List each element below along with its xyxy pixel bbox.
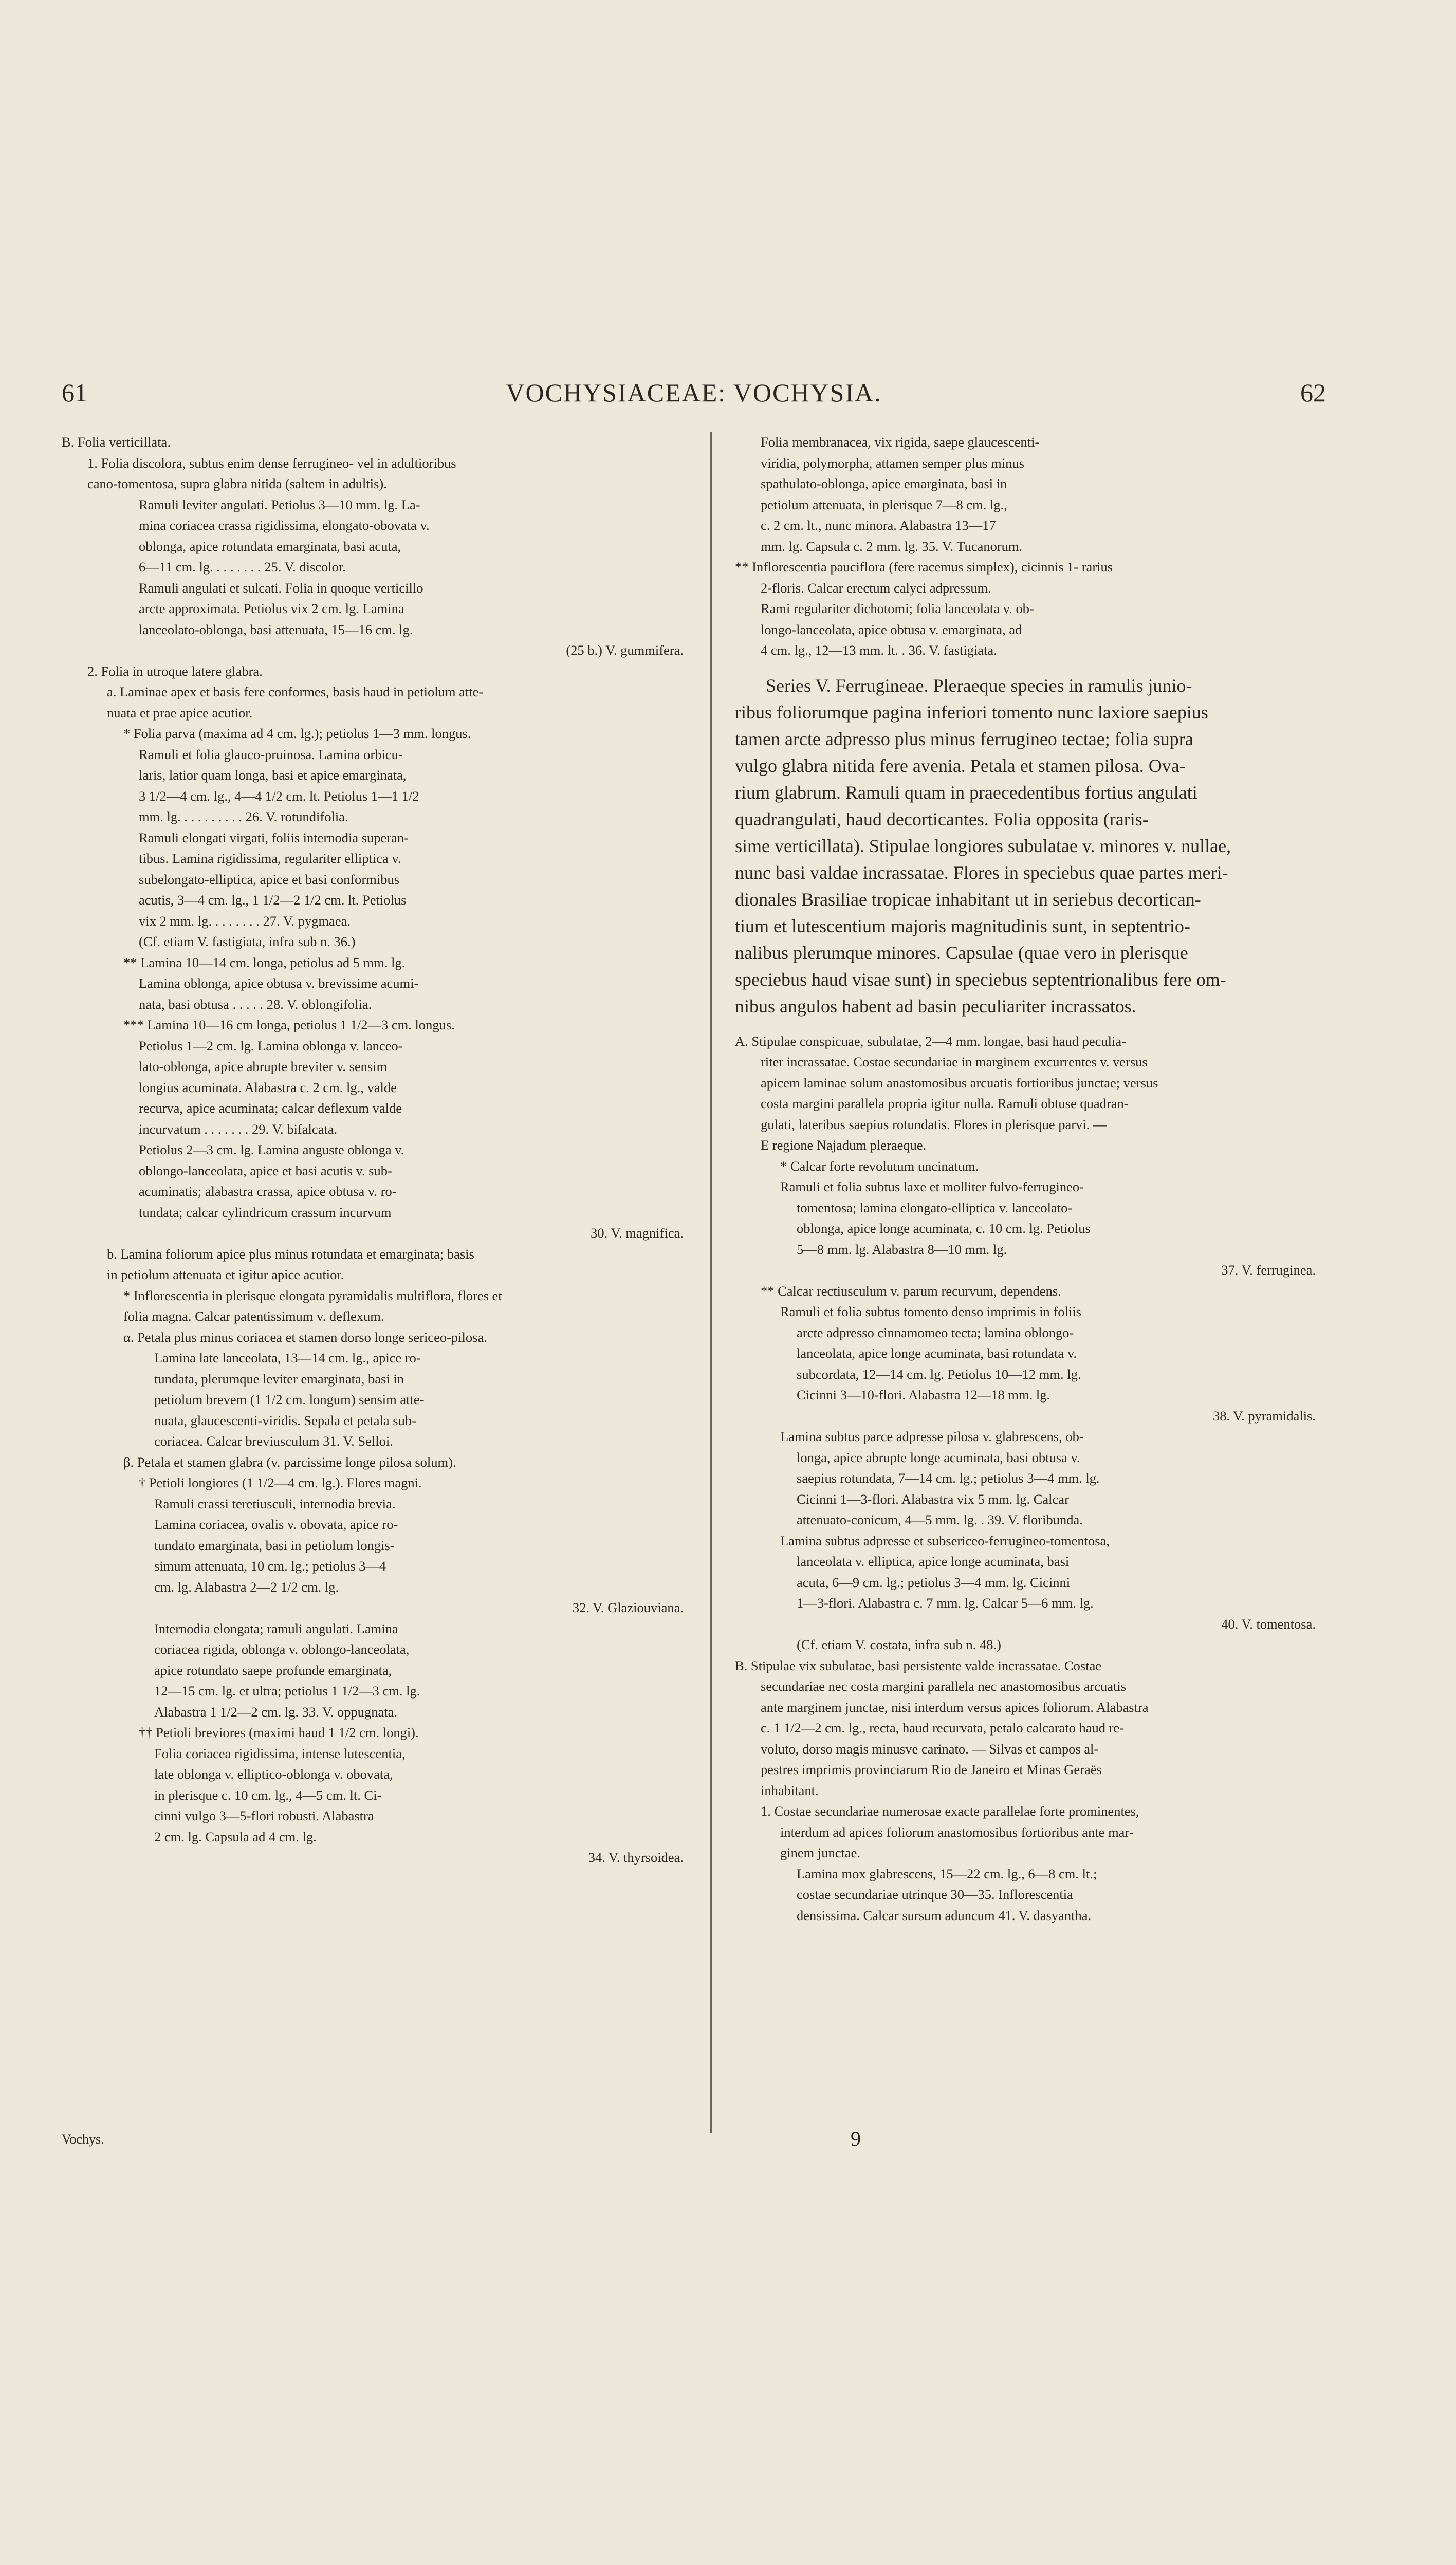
left-lines-line: Ramuli et folia glauco-pruinosa. Lamina orbicu- — [139, 746, 403, 762]
right-bottom-line: ante marginem junctae, nisi interdum versus apices foliorum. Alabastra — [761, 1699, 1149, 1715]
left-lines-line: α. Petala plus minus coriacea et stamen dorso longe sericeo-pilosa. — [123, 1329, 487, 1345]
left-lines-line: (25 b.) V. gummifera. — [566, 642, 684, 658]
series-text-line: speciebus haud visae sunt) in speciebus septentrionalibus fere om- — [735, 969, 1226, 990]
right-bottom-line: attenuato-conicum, 4—5 mm. lg. . 39. V. floribunda. — [797, 1512, 1083, 1527]
right-bottom-line: pestres imprimis provinciarum Rio de Janeiro et Minas Geraës — [761, 1762, 1102, 1777]
column-divider — [710, 432, 712, 2133]
right-bottom-line: interdum ad apices foliorum anastomosibus fortioribus ante mar- — [780, 1824, 1134, 1840]
right-bottom-line: A. Stipulae conspicuae, subulatae, 2—4 mm. longae, basi haud peculia- — [735, 1033, 1126, 1049]
left-lines-line: 3 1/2—4 cm. lg., 4—4 1/2 cm. lt. Petiolus 1—1 1/2 — [139, 788, 419, 804]
left-lines-line: Ramuli angulati et sulcati. Folia in quoque verticillo — [139, 580, 423, 596]
left-lines-line: *** Lamina 10—16 cm longa, petiolus 1 1/2—3 cm. longus. — [123, 1017, 455, 1032]
left-lines-line: mm. lg. . . . . . . . . . 26. V. rotundifolia. — [139, 809, 348, 824]
left-lines-line: ** Lamina 10—14 cm. longa, petiolus ad 5 mm. lg. — [123, 954, 406, 970]
series-text-line: vulgo glabra nitida fere avenia. Petala et stamen pilosa. Ova- — [735, 755, 1186, 776]
right-bottom-line: densissima. Calcar sursum aduncum 41. V. dasyantha. — [797, 1907, 1092, 1923]
left-lines-line: tundato emarginata, basi in petiolum longis- — [154, 1537, 395, 1553]
sheet-number: 9 — [851, 2127, 861, 2150]
right-page-number: 62 — [1300, 378, 1326, 407]
right-bottom-line: secundariae nec costa margini parallela nec anastomosibus arcuatis — [761, 1678, 1127, 1694]
right-bottom-line: Ramuli et folia subtus tomento denso imprimis in foliis — [780, 1304, 1081, 1319]
left-lines-line: in petiolum attenuata et igitur apice acutior. — [107, 1267, 344, 1282]
left-lines-line: acutis, 3—4 cm. lg., 1 1/2—2 1/2 cm. lt. Petiolus — [139, 892, 407, 908]
right-column — [735, 432, 1326, 1926]
right-bottom-line: 5—8 mm. lg. Alabastra 8—10 mm. lg. — [797, 1241, 1007, 1257]
series-text-line: Series V. Ferrugineae. Pleraeque species in ramulis junio- — [766, 675, 1192, 696]
left-lines-line: coriacea. Calcar breviusculum 31. V. Selloi. — [154, 1433, 393, 1449]
signature-mark: Vochys. — [62, 2132, 104, 2147]
right-bottom-line: lanceolata, apice longe acuminata, basi rotundata v. — [797, 1345, 1077, 1361]
right-top-line: viridia, polymorpha, attamen semper plus minus — [761, 455, 1024, 471]
right-bottom-line: riter incrassatae. Costae secundariae in marginem excurrentes v. versus — [761, 1054, 1148, 1069]
right-bottom-line: B. Stipulae vix subulatae, basi persistente valde incrassatae. Costae — [735, 1657, 1102, 1673]
left-lines-line: 6—11 cm. lg. . . . . . . . 25. V. discolor. — [139, 559, 346, 575]
right-bottom-line: (Cf. etiam V. costata, infra sub n. 48.) — [797, 1637, 1001, 1652]
left-lines-line: tundata; calcar cylindricum crassum incurvum — [139, 1204, 392, 1220]
left-lines-line: arcte approximata. Petiolus vix 2 cm. lg. Lamina — [139, 601, 404, 616]
right-bottom-line: arcte adpresso cinnamomeo tecta; lamina oblongo- — [797, 1324, 1074, 1340]
right-bottom-line: voluto, dorso magis minusve carinato. — Silvas et campos al- — [761, 1741, 1099, 1757]
left-lines-line: tundata, plerumque leviter emarginata, basi in — [154, 1371, 404, 1387]
series-text-line: nibus angulos habent ad basin peculiariter incrassatos. — [735, 995, 1136, 1017]
left-lines-line: 12—15 cm. lg. et ultra; petiolus 1 1/2—3 cm. lg. — [154, 1683, 420, 1699]
left-lines-line: nuata et prae apice acutior. — [107, 705, 253, 721]
right-bottom-line: ginem junctae. — [780, 1845, 860, 1860]
left-lines-line: Ramuli leviter angulati. Petiolus 3—10 mm. lg. La- — [139, 496, 420, 512]
left-lines-line: laris, latior quam longa, basi et apice emarginata, — [139, 767, 407, 783]
right-bottom-line: 1. Costae secundariae numerosae exacte parallelae forte prominentes, — [761, 1803, 1139, 1819]
right-bottom-line: costae secundariae utrinque 30—35. Inflorescentia — [797, 1887, 1073, 1902]
running-title: VOCHYSIACEAE: VOCHYSIA. — [506, 378, 882, 407]
left-lines-line: Lamina oblonga, apice obtusa v. brevissime acumi- — [139, 975, 419, 991]
left-lines-line: Lamina late lanceolata, 13—14 cm. lg., apice ro- — [154, 1350, 421, 1365]
right-bottom-line: gulati, lateribus saepius rotundatis. Flores in plerisque parvi. — — [761, 1116, 1107, 1132]
left-lines-line: Ramuli elongati virgati, foliis internodia superan- — [139, 829, 409, 845]
right-top-line: Folia membranacea, vix rigida, saepe glaucescenti- — [761, 434, 1040, 450]
right-bottom-line: Lamina subtus parce adpresse pilosa v. glabrescens, ob- — [780, 1429, 1084, 1444]
series-text-line: ribus foliorumque pagina inferiori tomento nunc laxiore saepius — [735, 702, 1208, 723]
series-text-line: nunc basi valdae incrassatae. Flores in speciebus quae partes meri- — [735, 862, 1228, 883]
left-lines-line: acuminatis; alabastra crassa, apice obtusa v. ro- — [139, 1184, 397, 1199]
left-lines-line: 34. V. thyrsoidea. — [588, 1850, 684, 1865]
left-lines-line: folia magna. Calcar patentissimum v. deflexum. — [123, 1308, 384, 1324]
right-bottom-line: Lamina mox glabrescens, 15—22 cm. lg., 6—8 cm. lt.; — [797, 1866, 1097, 1881]
left-lines-line: tibus. Lamina rigidissima, regulariter elliptica v. — [139, 851, 401, 866]
right-bottom-line: acuta, 6—9 cm. lg.; petiolus 3—4 mm. lg. Cicinni — [797, 1574, 1071, 1590]
left-lines-line: 2. Folia in utroque latere glabra. — [87, 663, 263, 679]
right-bottom-line: apicem laminae solum anastomosibus arcuatis fortioribus junctae; versus — [761, 1075, 1158, 1091]
right-bottom-line: saepius rotundata, 7—14 cm. lg.; petiolus 3—4 mm. lg. — [797, 1470, 1100, 1486]
right-bottom-line: E regione Najadum pleraeque. — [761, 1137, 927, 1153]
right-bottom-line: oblonga, apice longe acuminata, c. 10 cm. lg. Petiolus — [797, 1221, 1091, 1236]
right-top-line: 4 cm. lg., 12—13 mm. lt. . 36. V. fastigiata. — [761, 642, 997, 658]
right-column-top — [735, 432, 1326, 661]
left-lines-line: subelongato-elliptica, apice et basi conformibus — [139, 871, 400, 887]
series-text-line: sime verticillata). Stipulae longiores subulatae v. minores v. nullae, — [735, 835, 1231, 856]
left-lines-line: Petiolus 1—2 cm. lg. Lamina oblonga v. lanceo- — [139, 1038, 403, 1054]
right-bottom-line: c. 1 1/2—2 cm. lg., recta, haud recurvata, petalo calcarato haud re- — [761, 1720, 1125, 1736]
right-bottom-line: 1—3-flori. Alabastra c. 7 mm. lg. Calcar 5—6 mm. lg. — [797, 1595, 1094, 1611]
right-bottom-line: costa margini parallela propria igitur nulla. Ramuli obtuse quadran- — [761, 1096, 1129, 1111]
left-lines-line: longius acuminata. Alabastra c. 2 cm. lg., valde — [139, 1079, 397, 1095]
left-lines-line: 30. V. magnifica. — [591, 1225, 684, 1241]
left-lines-line: Ramuli crassi teretiusculi, internodia brevia. — [154, 1496, 396, 1511]
right-top-line: 2-floris. Calcar erectum calyci adpressum. — [761, 580, 991, 596]
left-lines-line: (Cf. etiam V. fastigiata, infra sub n. 36.) — [139, 934, 356, 949]
left-lines-line: petiolum brevem (1 1/2 cm. longum) sensim atte- — [154, 1392, 425, 1407]
series-text-line: quadrangulati, haud decorticantes. Folia opposita (raris- — [735, 808, 1149, 829]
left-lines-line: oblongo-lanceolata, apice et basi acutis v. sub- — [139, 1162, 392, 1178]
left-lines-line: cinni vulgo 3—5-flori robusti. Alabastra — [154, 1808, 374, 1823]
left-lines-line: oblonga, apice rotundata emarginata, basi acuta, — [139, 538, 401, 554]
left-lines-line: lanceolato-oblonga, basi attenuata, 15—16 cm. lg. — [139, 621, 413, 637]
left-lines-line: Petiolus 2—3 cm. lg. Lamina anguste oblonga v. — [139, 1142, 404, 1157]
right-bottom-line: longa, apice abrupte longe acuminata, basi obtusa v. — [797, 1449, 1080, 1465]
right-column-bottom — [735, 1031, 1326, 1926]
left-lines-line: b. Lamina foliorum apice plus minus rotundata et emarginata; basis — [107, 1246, 474, 1262]
right-top-line: Rami regulariter dichotomi; folia lanceolata v. ob- — [761, 601, 1034, 616]
left-lines-line: late oblonga v. elliptico-oblonga v. obovata, — [154, 1766, 393, 1782]
right-bottom-line: 37. V. ferruginea. — [1221, 1262, 1316, 1278]
left-lines-line: B. Folia verticillata. — [62, 434, 171, 450]
right-bottom-line: subcordata, 12—14 cm. lg. Petiolus 10—12 mm. lg. — [797, 1366, 1081, 1382]
right-bottom-line: Cicinni 3—10-flori. Alabastra 12—18 mm. lg. — [797, 1387, 1050, 1403]
left-lines-line: * Inflorescentia in plerisque elongata pyramidalis multiflora, flores et — [123, 1287, 502, 1303]
right-bottom-line: * Calcar forte revolutum uncinatum. — [780, 1158, 979, 1174]
running-header — [62, 378, 1326, 414]
right-top-line: petiolum attenuata, in plerisque 7—8 cm. lg., — [761, 496, 1007, 512]
right-top-line: longo-lanceolata, apice obtusa v. emarginata, ad — [761, 621, 1022, 637]
left-column — [62, 432, 694, 1868]
left-lines-line: cano-tomentosa, supra glabra nitida (saltem in adultis). — [87, 476, 387, 491]
left-lines-line: 2 cm. lg. Capsula ad 4 cm. lg. — [154, 1829, 317, 1844]
left-lines-line: †† Petioli breviores (maximi haud 1 1/2 cm. longi). — [139, 1725, 419, 1740]
left-lines-line: recurva, apice acuminata; calcar deflexum valde — [139, 1100, 402, 1116]
right-bottom-line: 40. V. tomentosa. — [1221, 1616, 1316, 1632]
left-lines-line: nata, basi obtusa . . . . . 28. V. oblongifolia. — [139, 996, 372, 1012]
right-bottom-line: ** Calcar rectiusculum v. parum recurvum, dependens. — [761, 1283, 1061, 1299]
left-page-number: 61 — [62, 378, 87, 407]
right-bottom-line: Lamina subtus adpresse et subsericeo-ferrugineo-tomentosa, — [780, 1533, 1110, 1548]
right-bottom-line: tomentosa; lamina elongato-elliptica v. lanceolato- — [797, 1200, 1073, 1215]
series-paragraph — [735, 672, 1326, 1020]
left-lines-line: 32. V. Glaziouviana. — [572, 1600, 684, 1615]
series-text-line: tium et lutescentium majoris magnitudinis sunt, in septentrio- — [735, 915, 1190, 936]
right-top-line: c. 2 cm. lt., nunc minora. Alabastra 13—17 — [761, 518, 996, 533]
left-lines-line: simum attenuata, 10 cm. lg.; petiolus 3—4 — [154, 1558, 386, 1574]
left-lines-line: in plerisque c. 10 cm. lg., 4—5 cm. lt. Ci- — [154, 1787, 382, 1803]
left-lines-line: Alabastra 1 1/2—2 cm. lg. 33. V. oppugnata. — [154, 1704, 398, 1720]
left-lines-line: Internodia elongata; ramuli angulati. Lamina — [154, 1620, 398, 1636]
series-text-line: rium glabrum. Ramuli quam in praecedentibus fortius angulati — [735, 782, 1197, 803]
right-bottom-line: 38. V. pyramidalis. — [1213, 1408, 1316, 1424]
right-top-line: mm. lg. Capsula c. 2 mm. lg. 35. V. Tucanorum. — [761, 538, 1023, 554]
left-lines-line: incurvatum . . . . . . . 29. V. bifalcata. — [139, 1121, 338, 1137]
left-lines-line: coriacea rigida, oblonga v. oblongo-lanceolata, — [154, 1641, 410, 1657]
left-lines-line: Lamina coriacea, ovalis v. obovata, apice ro- — [154, 1517, 398, 1532]
left-lines-line: β. Petala et stamen glabra (v. parcissime longe pilosa solum). — [123, 1454, 456, 1470]
left-lines-line: vix 2 mm. lg. . . . . . . . 27. V. pygmaea. — [139, 913, 351, 929]
right-bottom-line: Cicinni 1—3-flori. Alabastra vix 5 mm. lg. Calcar — [797, 1491, 1069, 1507]
right-bottom-line: inhabitant. — [761, 1782, 819, 1798]
left-lines-line: a. Laminae apex et basis fere conformes, basis haud in petiolum atte- — [107, 684, 484, 699]
series-text-line: tamen arcte adpresso plus minus ferrugineo tectae; folia supra — [735, 728, 1193, 749]
series-text-line: dionales Brasiliae tropicae inhabitant ut in seriebus decortican- — [735, 889, 1201, 910]
right-bottom-line: Ramuli et folia subtus laxe et molliter fulvo-ferrugineo- — [780, 1179, 1084, 1194]
left-lines-line: mina coriacea crassa rigidissima, elongato-obovata v. — [139, 518, 430, 533]
left-lines-line: lato-oblonga, apice abrupte breviter v. sensim — [139, 1059, 388, 1074]
left-lines-line: Folia coriacea rigidissima, intense lutescentia, — [154, 1745, 406, 1761]
left-lines-line: † Petioli longiores (1 1/2—4 cm. lg.). Flores magni. — [139, 1475, 422, 1490]
left-lines-line: * Folia parva (maxima ad 4 cm. lg.); petiolus 1—3 mm. longus. — [123, 726, 471, 741]
left-lines-line: apice rotundato saepe profunde emarginata, — [154, 1662, 392, 1678]
series-text-line: nalibus plerumque minores. Capsulae (quae vero in plerisque — [735, 942, 1188, 963]
right-top-line: ** Inflorescentia pauciflora (fere racemus simplex), cicinnis 1- rarius — [735, 559, 1113, 575]
left-lines-line: cm. lg. Alabastra 2—2 1/2 cm. lg. — [154, 1579, 339, 1595]
right-bottom-line: lanceolata v. elliptica, apice longe acuminata, basi — [797, 1554, 1070, 1569]
right-top-line: spathulato-oblonga, apice emarginata, basi in — [761, 476, 1007, 491]
left-lines-line: nuata, glaucescenti-viridis. Sepala et petala sub- — [154, 1412, 416, 1428]
left-lines-line: 1. Folia discolora, subtus enim dense ferrugineo- vel in adultioribus — [87, 455, 456, 471]
